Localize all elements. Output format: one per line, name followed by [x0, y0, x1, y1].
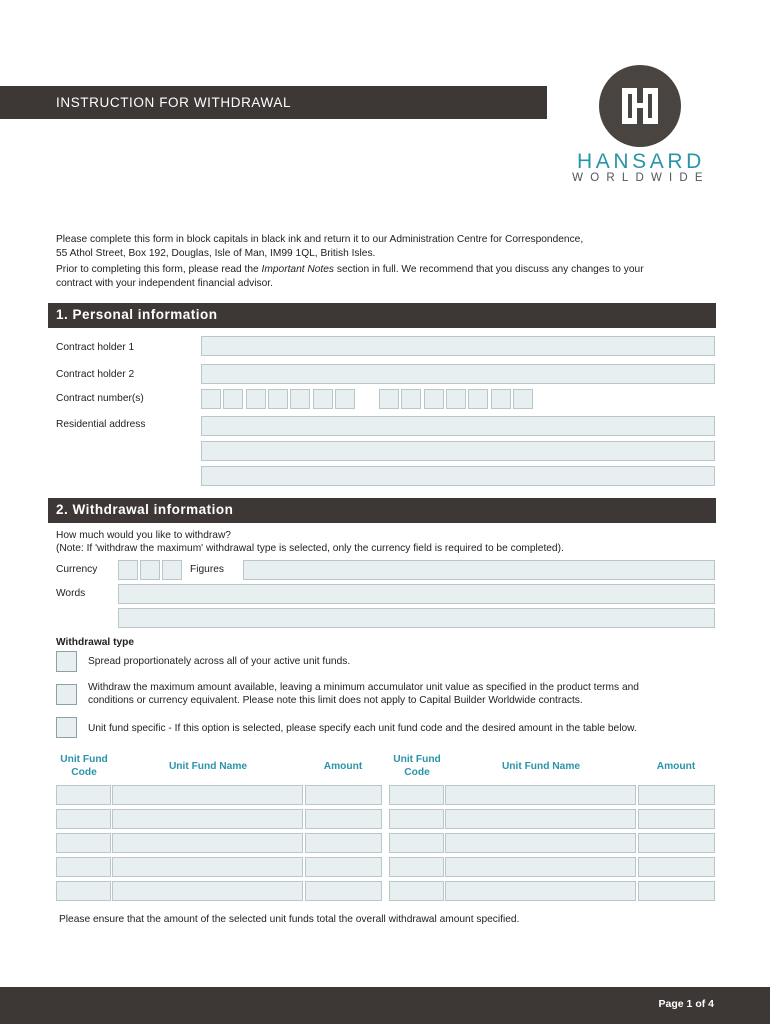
unit-fund-code-cell[interactable] [389, 785, 444, 805]
address-line-3-field[interactable] [201, 466, 715, 486]
contract-number-digit-box[interactable] [246, 389, 266, 409]
col-unit-fund-name: Unit Fund Name [501, 761, 581, 772]
words-line-2-field[interactable] [118, 608, 715, 628]
unit-fund-name-cell[interactable] [112, 857, 303, 877]
unit-fund-code-cell[interactable] [56, 857, 111, 877]
residential-address-label: Residential address [56, 419, 146, 430]
brand-subtitle: WORLDWIDE [572, 172, 710, 184]
contract-number-digit-box[interactable] [424, 389, 444, 409]
page-number: Page 1 of 4 [658, 998, 714, 1010]
option-maximum-label-1: Withdraw the maximum amount available, leaving a minimum accumulator unit value as specified in the product terms and [88, 682, 639, 693]
currency-label: Currency [56, 564, 98, 575]
contract-holder-2-field[interactable] [201, 364, 715, 384]
contract-number-digit-box[interactable] [513, 389, 533, 409]
amount-cell[interactable] [305, 785, 382, 805]
contract-number-digit-box[interactable] [201, 389, 221, 409]
option-maximum-label-2: conditions or currency equivalent. Please note this limit does not apply to Capital Builder Worldwide contracts. [88, 695, 583, 706]
contract-number-digit-box[interactable] [401, 389, 421, 409]
unit-fund-name-cell[interactable] [445, 881, 636, 901]
contract-numbers-label: Contract number(s) [56, 393, 144, 404]
unit-fund-name-cell[interactable] [112, 833, 303, 853]
contract-number-digit-box[interactable] [335, 389, 355, 409]
withdraw-note: (Note: If 'withdraw the maximum' withdrawal type is selected, only the currency field is required to be completed). [56, 543, 564, 554]
figures-label: Figures [190, 564, 224, 575]
contract-number-digit-box[interactable] [313, 389, 333, 409]
form-title: INSTRUCTION FOR WITHDRAWAL [56, 95, 292, 110]
option-maximum-checkbox[interactable] [56, 684, 77, 705]
contract-number-digit-box[interactable] [446, 389, 466, 409]
section-heading: 1. Personal information [56, 307, 218, 322]
contract-number-digit-box[interactable] [379, 389, 399, 409]
unit-fund-code-cell[interactable] [56, 881, 111, 901]
option-spread-label: Spread proportionately across all of your active unit funds. [88, 656, 351, 667]
section-withdrawal-information [48, 498, 716, 523]
hansard-logo-icon [599, 65, 681, 147]
contract-holder-1-label: Contract holder 1 [56, 342, 135, 353]
unit-fund-name-cell[interactable] [445, 785, 636, 805]
words-line-1-field[interactable] [118, 584, 715, 604]
unit-fund-name-cell[interactable] [445, 857, 636, 877]
currency-box[interactable] [140, 560, 160, 580]
address-line-1-field[interactable] [201, 416, 715, 436]
col-unit-fund-name: Unit Fund Name [168, 761, 248, 772]
option-spread-checkbox[interactable] [56, 651, 77, 672]
intro-line: Please complete this form in block capitals in black ink and return it to our Administration Centre for Correspondence, [56, 234, 584, 245]
col-unit-fund-code: Unit Fund Code [60, 754, 108, 778]
intro-text [56, 233, 726, 291]
amount-cell[interactable] [638, 857, 715, 877]
contract-holder-2-label: Contract holder 2 [56, 369, 135, 380]
col-unit-fund-code: Unit Fund Code [393, 754, 441, 778]
amount-cell[interactable] [305, 809, 382, 829]
unit-fund-name-cell[interactable] [445, 833, 636, 853]
contract-number-digit-box[interactable] [290, 389, 310, 409]
amount-cell[interactable] [305, 881, 382, 901]
amount-cell[interactable] [638, 833, 715, 853]
contract-number-digit-box[interactable] [491, 389, 511, 409]
amount-cell[interactable] [305, 857, 382, 877]
contract-number-digit-box[interactable] [268, 389, 288, 409]
currency-box[interactable] [118, 560, 138, 580]
section-heading: 2. Withdrawal information [56, 502, 234, 517]
unit-fund-code-cell[interactable] [56, 785, 111, 805]
contract-holder-1-field[interactable] [201, 336, 715, 356]
ensure-note: Please ensure that the amount of the selected unit funds total the overall withdrawal amount specified. [59, 914, 520, 925]
intro-line: 55 Athol Street, Box 192, Douglas, Isle of Man, IM99 1QL, British Isles. [56, 248, 376, 259]
withdraw-question: How much would you like to withdraw? [56, 530, 231, 541]
figures-field[interactable] [243, 560, 715, 580]
intro-line: contract with your independent financial advisor. [56, 278, 273, 289]
unit-fund-name-cell[interactable] [112, 881, 303, 901]
unit-fund-code-cell[interactable] [56, 833, 111, 853]
brand-name: HANSARD [577, 150, 705, 173]
unit-fund-code-cell[interactable] [56, 809, 111, 829]
amount-cell[interactable] [305, 833, 382, 853]
section-personal-information [48, 303, 716, 328]
amount-cell[interactable] [638, 809, 715, 829]
contract-number-digit-box[interactable] [468, 389, 488, 409]
contract-number-digit-box[interactable] [223, 389, 243, 409]
unit-fund-code-cell[interactable] [389, 833, 444, 853]
amount-cell[interactable] [638, 785, 715, 805]
unit-fund-name-cell[interactable] [445, 809, 636, 829]
option-unit-fund-label: Unit fund specific - If this option is selected, please specify each unit fund code and the desired amount in the table below. [88, 723, 637, 734]
withdrawal-type-label: Withdrawal type [56, 637, 135, 648]
words-label: Words [56, 588, 86, 599]
amount-cell[interactable] [638, 881, 715, 901]
title-bar [0, 86, 547, 119]
col-amount: Amount [656, 761, 696, 772]
currency-box[interactable] [162, 560, 182, 580]
footer-bar [0, 987, 770, 1024]
unit-fund-name-cell[interactable] [112, 809, 303, 829]
col-amount: Amount [323, 761, 363, 772]
address-line-2-field[interactable] [201, 441, 715, 461]
option-unit-fund-checkbox[interactable] [56, 717, 77, 738]
unit-fund-code-cell[interactable] [389, 809, 444, 829]
intro-line: Prior to completing this form, please read the Important Notes section in full. We recommend that you discuss any changes to your [56, 264, 644, 275]
unit-fund-code-cell[interactable] [389, 881, 444, 901]
unit-fund-code-cell[interactable] [389, 857, 444, 877]
unit-fund-name-cell[interactable] [112, 785, 303, 805]
